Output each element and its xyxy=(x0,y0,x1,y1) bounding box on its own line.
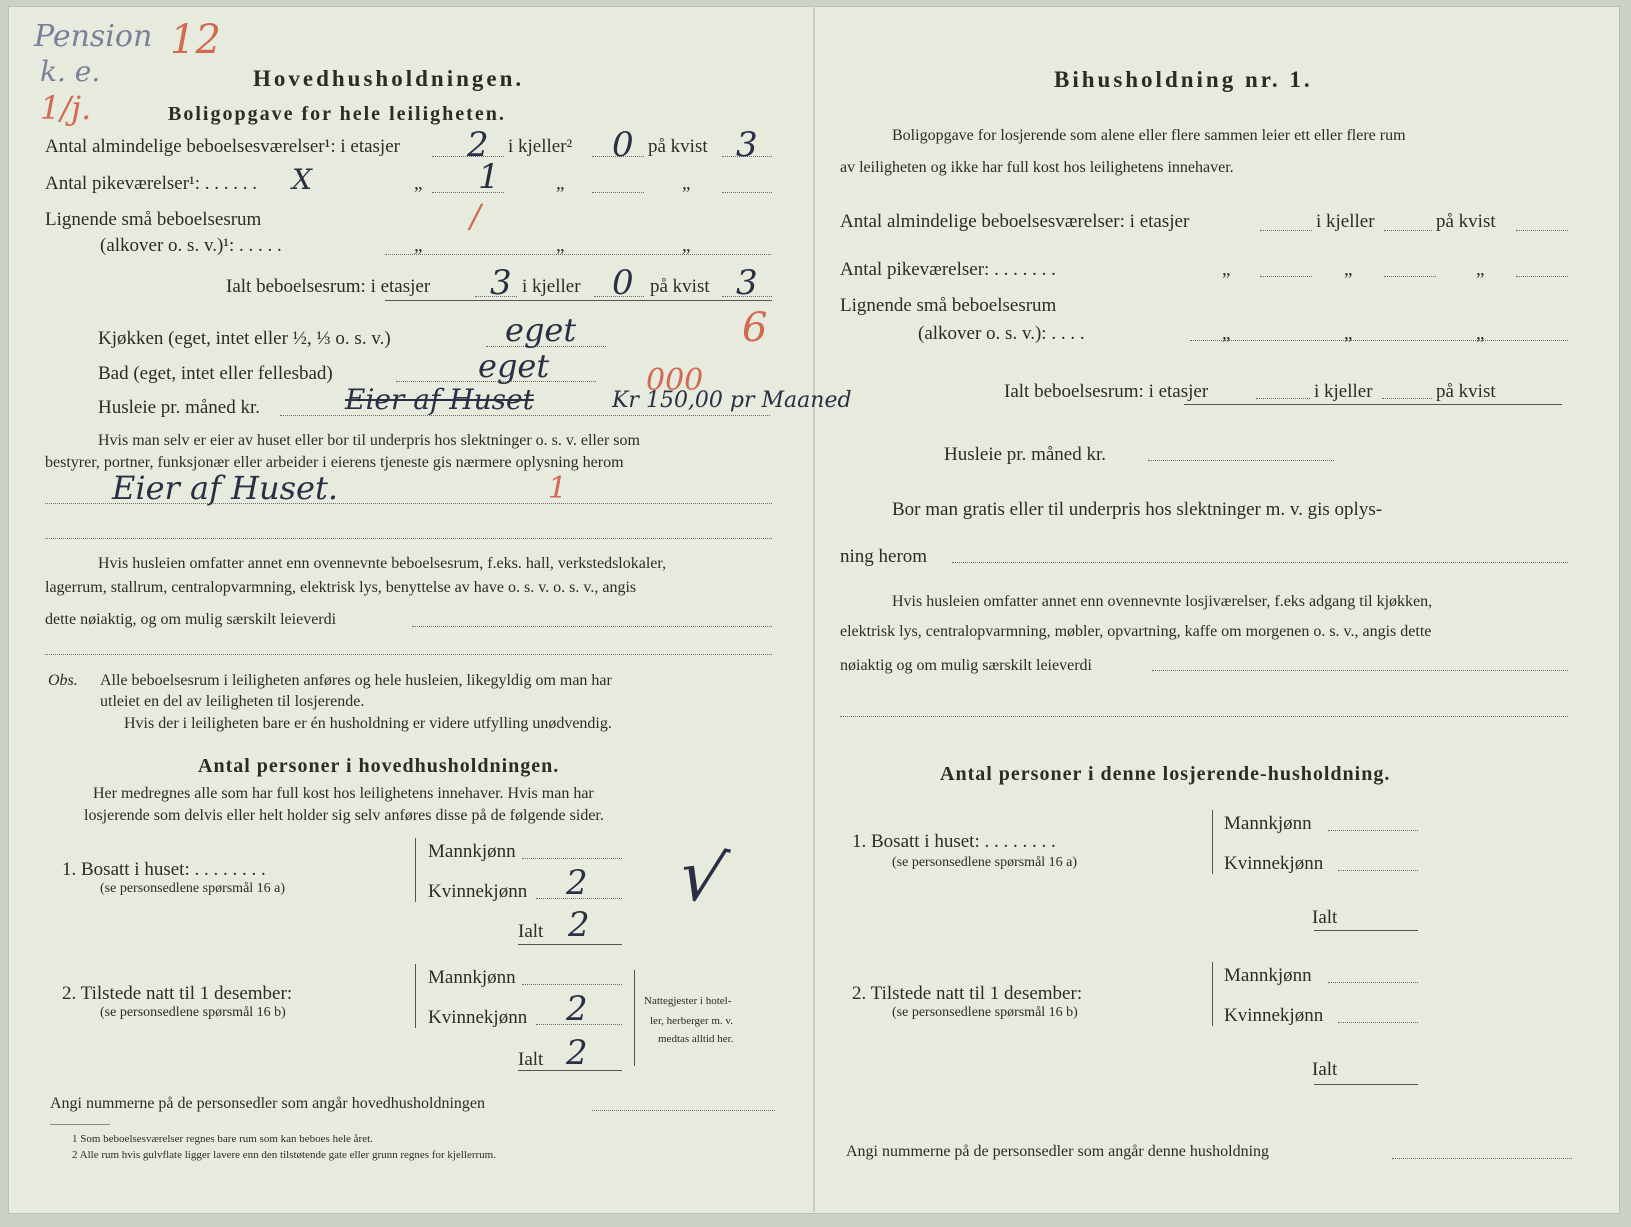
field-line xyxy=(1256,398,1310,399)
hand-ialt-kvist: 3 xyxy=(736,263,758,303)
right-note-line1: Hvis husleien omfatter annet enn ovennevnte losjiværelser, f.eks adgang til kjøkken, xyxy=(892,593,1433,610)
footnote-2: 2 Alle rum hvis gulvflate ligger lavere enn den tilstøtende gate eller grunn regnes for kjellerrum. xyxy=(72,1149,496,1161)
field-line xyxy=(1338,870,1418,871)
sum-rule xyxy=(1314,1084,1418,1085)
left-rooms-label: Antal almindelige beboelsesværelser¹: i etasjer xyxy=(45,136,400,157)
hand-etasjer: 2 xyxy=(467,125,489,165)
right-ialt-label: Ialt beboelsesrum: i etasjer xyxy=(1004,381,1209,402)
left-q1: 1. Bosatt i huset: . . . . . . . . xyxy=(62,859,266,880)
field-line xyxy=(1328,830,1418,831)
hand-ke: k. e. xyxy=(40,55,101,88)
left-q1-mann: Mannkjønn xyxy=(428,841,516,862)
left-ialt-label: Ialt beboelsesrum: i etasjer xyxy=(226,276,431,297)
field-line xyxy=(1516,276,1568,277)
husleie-note-line3: dette nøiaktig, og om mulig særskilt leieverdi xyxy=(45,611,337,628)
hand-red-000: 000 xyxy=(646,363,704,398)
hand-dash: / xyxy=(470,197,481,235)
hand-husleie-struck: Eier af Huset xyxy=(345,383,534,416)
hand-one: 1 xyxy=(548,471,568,506)
hand-q2-ialt: 2 xyxy=(566,1033,588,1073)
left-persons-title: Antal personer i hovedhusholdningen. xyxy=(198,755,560,777)
field-line xyxy=(1516,230,1568,231)
field-line xyxy=(522,858,622,859)
brace xyxy=(415,964,424,1028)
right-q2: 2. Tilstede natt til 1 desember: xyxy=(852,983,1083,1004)
kjokken-label: Kjøkken (eget, intet eller ½, ⅓ o. s. v.) xyxy=(98,328,391,349)
right-bor-line2: ning herom xyxy=(840,546,928,567)
field-line xyxy=(45,538,772,539)
footnote-rule xyxy=(50,1124,110,1125)
field-line xyxy=(1384,276,1436,277)
left-kjeller-label: i kjeller² xyxy=(508,136,573,157)
hand-kvist: 3 xyxy=(736,125,758,165)
hand-ialt-kjeller: 0 xyxy=(612,263,634,303)
right-q2-ialt: Ialt xyxy=(1312,1059,1338,1080)
hand-kjeller: 0 xyxy=(612,125,634,165)
left-similar-label: Lignende små beboelsesrum xyxy=(45,209,262,230)
hand-kjokken: eget xyxy=(505,311,577,349)
left-q2: 2. Tilstede natt til 1 desember: xyxy=(62,983,293,1004)
hand-check: √ xyxy=(671,832,733,922)
left-q2-ialt: Ialt xyxy=(518,1049,544,1070)
right-rooms-label: Antal almindelige beboelsesværelser: i etasjer xyxy=(840,211,1190,232)
ditto-mark: „ xyxy=(1222,259,1231,280)
right-q1-kvinne: Kvinnekjønn xyxy=(1224,853,1324,874)
obs-line3: Hvis der i leiligheten bare er én husholdning er videre utfylling unødvendig. xyxy=(124,715,612,732)
ditto-mark: „ xyxy=(1344,323,1353,344)
husleie-label: Husleie pr. måned kr. xyxy=(98,397,260,418)
sum-rule xyxy=(385,300,772,301)
right-q2-mann: Mannkjønn xyxy=(1224,965,1312,986)
hand-pike: 1 xyxy=(478,157,500,197)
right-intro2: av leiligheten og ikke har full kost hos leilighetens innehaver. xyxy=(840,159,1234,176)
left-alkover-label: (alkover o. s. v.)¹: . . . . . xyxy=(100,235,282,256)
obs-line1: Alle beboelsesrum i leiligheten anføres og hele husleien, likegyldig om man har xyxy=(100,672,612,689)
natt-note1: Nattegjester i hotel- xyxy=(644,995,732,1007)
left-q1-kvinne: Kvinnekjønn xyxy=(428,881,528,902)
hand-bad: eget xyxy=(478,347,550,385)
left-ialt-kvist: på kvist xyxy=(650,276,710,297)
brace xyxy=(626,970,635,1066)
right-angi: Angi nummerne på de personsedler som angår denne husholdning xyxy=(846,1143,1270,1160)
right-note-line2: elektrisk lys, centralopvarmning, møbler, opvartning, kaffe om morgenen o. s. v., angis dette xyxy=(840,623,1432,640)
brace xyxy=(1212,810,1221,874)
ditto-mark: „ xyxy=(682,235,691,256)
eier-note-line2: bestyrer, portner, funksjonær eller arbeider i eierens tjeneste gis nærmere oplysning herom xyxy=(45,454,624,471)
left-q1-sub: (se personsedlene spørsmål 16 a) xyxy=(100,881,286,896)
hand-x: X xyxy=(292,163,312,196)
sum-rule xyxy=(518,1070,622,1071)
natt-note3: medtas alltid her. xyxy=(658,1033,734,1045)
hand-husleie: Kr 150,00 pr Maaned xyxy=(612,388,852,413)
right-alkover-label: (alkover o. s. v.): . . . . xyxy=(918,323,1085,344)
bad-label: Bad (eget, intet eller fellesbad) xyxy=(98,363,333,384)
hand-eier: Eier af Huset. xyxy=(112,469,338,507)
left-persons-note2: losjerende som delvis eller helt holder sig selv anføres disse på de følgende sider. xyxy=(84,807,604,824)
right-kjeller-label: i kjeller xyxy=(1316,211,1375,232)
ditto-mark: „ xyxy=(1222,323,1231,344)
field-line xyxy=(1152,670,1568,671)
ditto-mark: „ xyxy=(414,235,423,256)
right-q1-ialt: Ialt xyxy=(1312,907,1338,928)
ditto-mark: „ xyxy=(1344,259,1353,280)
hand-six: 6 xyxy=(742,305,768,351)
left-ialt-kjeller: i kjeller xyxy=(522,276,581,297)
field-line xyxy=(1384,230,1432,231)
hand-q1-ialt: 2 xyxy=(568,905,590,945)
field-line xyxy=(1190,340,1568,341)
left-q2-mann: Mannkjønn xyxy=(428,967,516,988)
field-line xyxy=(1148,460,1334,461)
field-line xyxy=(45,654,772,655)
right-persons-title: Antal personer i denne losjerende-husholdning. xyxy=(940,763,1391,785)
field-line xyxy=(722,192,772,193)
right-pike-label: Antal pikeværelser: . . . . . . . xyxy=(840,259,1056,280)
right-note-line3: nøiaktig og om mulig særskilt leieverdi xyxy=(840,657,1092,674)
field-line xyxy=(1338,1022,1418,1023)
hand-pension: Pension xyxy=(34,19,153,54)
field-line xyxy=(1260,276,1312,277)
field-line xyxy=(840,716,1568,717)
hand-ialt-etasjer: 3 xyxy=(490,263,512,303)
ditto-mark: „ xyxy=(414,173,423,194)
right-husleie-label: Husleie pr. måned kr. xyxy=(944,444,1106,465)
field-line xyxy=(522,984,622,985)
left-angi: Angi nummerne på de personsedler som angår hovedhusholdningen xyxy=(50,1095,486,1112)
obs-line2: utleiet en del av leiligheten til losjerende. xyxy=(100,693,365,710)
left-persons-note1: Her medregnes alle som har full kost hos leilighetens innehaver. Hvis man har xyxy=(93,785,594,802)
eier-note-line1: Hvis man selv er eier av huset eller bor til underpris hos slektninger o. s. v. eller som xyxy=(98,432,640,449)
left-q2-kvinne: Kvinnekjønn xyxy=(428,1007,528,1028)
sum-rule xyxy=(1314,930,1418,931)
right-title: Bihusholdning nr. 1. xyxy=(1054,67,1313,92)
page-fold xyxy=(813,6,815,1212)
right-q2-kvinne: Kvinnekjønn xyxy=(1224,1005,1324,1026)
footnote-1: 1 Som beboelsesværelser regnes bare rum som kan beboes hele året. xyxy=(72,1133,373,1145)
hand-q1-kvinne: 2 xyxy=(566,863,588,903)
husleie-note-line1: Hvis husleien omfatter annet enn ovennevnte beboelsesrum, f.eks. hall, verkstedslokaler, xyxy=(98,555,667,572)
right-q1: 1. Bosatt i huset: . . . . . . . . xyxy=(852,831,1056,852)
husleie-note-line2: lagerrum, stallrum, centralopvarmning, elektrisk lys, benyttelse av have o. s. v. o. s. v., angis xyxy=(45,579,637,596)
obs-label: Obs. xyxy=(48,672,78,689)
ditto-mark: „ xyxy=(1476,323,1485,344)
left-subtitle: Boligopgave for hele leiligheten. xyxy=(168,103,506,125)
hand-12: 12 xyxy=(170,17,221,63)
field-line xyxy=(1382,398,1432,399)
right-q1-sub: (se personsedlene spørsmål 16 a) xyxy=(892,855,1078,870)
brace xyxy=(415,838,424,902)
left-pike-label: Antal pikeværelser¹: . . . . . . xyxy=(45,173,258,194)
natt-note2: ler, herberger m. v. xyxy=(650,1015,733,1027)
left-kvist-label: på kvist xyxy=(648,136,708,157)
field-line xyxy=(385,254,771,255)
ditto-mark: „ xyxy=(556,235,565,256)
ditto-mark: „ xyxy=(556,173,565,194)
right-similar-label: Lignende små beboelsesrum xyxy=(840,295,1057,316)
field-line xyxy=(592,192,644,193)
sum-rule xyxy=(1184,404,1562,405)
right-q1-mann: Mannkjønn xyxy=(1224,813,1312,834)
field-line xyxy=(1260,230,1312,231)
right-ialt-kvist: på kvist xyxy=(1436,381,1496,402)
right-q2-sub: (se personsedlene spørsmål 16 b) xyxy=(892,1005,1078,1020)
right-bor-line1: Bor man gratis eller til underpris hos slektninger m. v. gis oplys- xyxy=(892,499,1383,520)
field-line xyxy=(1392,1158,1572,1159)
field-line xyxy=(592,1110,775,1111)
left-title: Hovedhusholdningen. xyxy=(253,66,525,91)
right-kvist-label: på kvist xyxy=(1436,211,1496,232)
right-intro1: Boligopgave for losjerende som alene eller flere sammen leier ett eller flere rum xyxy=(892,127,1406,144)
right-ialt-kjeller: i kjeller xyxy=(1314,381,1373,402)
hand-q2-kvinne: 2 xyxy=(566,989,588,1029)
ditto-mark: „ xyxy=(1476,259,1485,280)
left-q1-ialt: Ialt xyxy=(518,921,544,942)
hand-hj: 1/j. xyxy=(40,89,92,127)
field-line xyxy=(1328,982,1418,983)
brace xyxy=(1212,962,1221,1026)
field-line xyxy=(412,626,772,627)
left-q2-sub: (se personsedlene spørsmål 16 b) xyxy=(100,1005,286,1020)
field-line xyxy=(952,562,1568,563)
sum-rule xyxy=(518,944,622,945)
ditto-mark: „ xyxy=(682,173,691,194)
